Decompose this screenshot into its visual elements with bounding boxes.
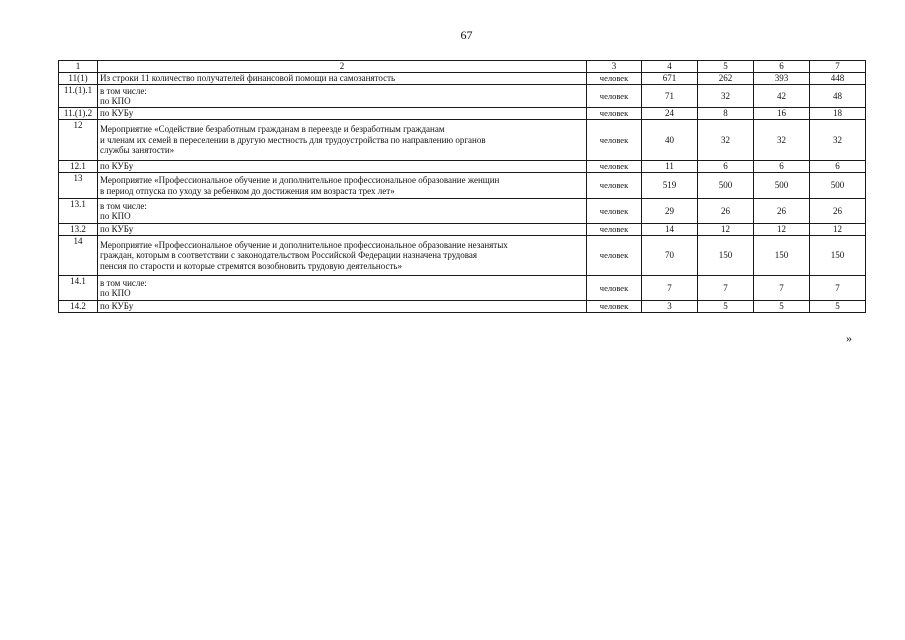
value-cell: 500 (810, 173, 866, 199)
value-cell: 32 (810, 120, 866, 161)
value-cell: 5 (754, 301, 810, 313)
table-row (59, 73, 866, 85)
row-number: 13.2 (59, 224, 98, 236)
value-cell: 16 (754, 108, 810, 120)
value-cell: 48 (810, 85, 866, 108)
value-cell: 150 (810, 236, 866, 276)
unit-cell: человек (587, 108, 642, 120)
description-line: по КПО (100, 211, 131, 221)
value-cell: 6 (698, 161, 754, 173)
value-cell: 5 (698, 301, 754, 313)
value-cell: 29 (642, 199, 698, 224)
unit-cell: человек (587, 236, 642, 276)
value-cell: 32 (754, 120, 810, 161)
table-row (59, 85, 866, 108)
table-row (59, 161, 866, 173)
value-cell: 8 (698, 108, 754, 120)
row-description (98, 73, 587, 85)
value-cell: 262 (698, 73, 754, 85)
description-line: граждан, которым в соответствии с законодательством Российской Федерации назначена трудовая (100, 250, 477, 261)
table-row (59, 199, 866, 224)
row-number: 11(1) (59, 73, 98, 85)
value-cell: 7 (698, 276, 754, 301)
value-cell: 7 (642, 276, 698, 301)
unit-cell: человек (587, 161, 642, 173)
description-line: Мероприятие «Профессиональное обучение и дополнительное профессиональное образование незанятых (100, 239, 508, 250)
table-row (59, 224, 866, 236)
column-header: 5 (698, 61, 754, 73)
row-description (98, 85, 587, 108)
value-cell: 40 (642, 120, 698, 161)
value-cell: 7 (754, 276, 810, 301)
value-cell: 24 (642, 108, 698, 120)
value-cell: 12 (810, 224, 866, 236)
row-number: 14.2 (59, 301, 98, 313)
value-cell: 150 (698, 236, 754, 276)
value-cell: 42 (754, 85, 810, 108)
description-line: в том числе: (100, 277, 147, 288)
value-cell: 12 (754, 224, 810, 236)
description-line: по КПО (100, 96, 131, 106)
description-line: по КПО (100, 288, 131, 298)
value-cell: 26 (810, 199, 866, 224)
description-line: и членам их семей в переселении в другую местность для трудоустройства по направлению органов (100, 134, 486, 145)
row-number: 12.1 (59, 161, 98, 173)
value-cell: 70 (642, 236, 698, 276)
table-row (59, 276, 866, 301)
value-cell: 393 (754, 73, 810, 85)
description-line: Из строки 11 количество получателей финансовой помощи на самозанятость (100, 73, 396, 84)
value-cell: 71 (642, 85, 698, 108)
table-row (59, 173, 866, 199)
value-cell: 5 (810, 301, 866, 313)
description-line: службы занятости» (100, 145, 175, 156)
description-line: в том числе: (100, 85, 147, 96)
table-header-row (59, 61, 866, 73)
value-cell: 6 (754, 161, 810, 173)
unit-cell: человек (587, 301, 642, 313)
table-row (59, 120, 866, 161)
row-description (98, 173, 587, 199)
row-description (98, 161, 587, 173)
column-header: 1 (59, 61, 98, 73)
value-cell: 11 (642, 161, 698, 173)
value-cell: 500 (754, 173, 810, 199)
description-line: по КУБу (100, 301, 134, 312)
row-number: 13.1 (59, 199, 98, 224)
row-number: 11.(1).2 (59, 108, 98, 120)
row-description (98, 120, 587, 161)
unit-cell: человек (587, 224, 642, 236)
value-cell: 14 (642, 224, 698, 236)
description-line: Мероприятие «Содействие безработным гражданам в переезде и безработным гражданам (100, 124, 445, 135)
value-cell: 32 (698, 120, 754, 161)
value-cell: 26 (754, 199, 810, 224)
value-cell: 519 (642, 173, 698, 199)
value-cell: 18 (810, 108, 866, 120)
description-line: пенсия по старости и которые стремятся возобновить трудовую деятельность» (100, 260, 403, 271)
column-header: 3 (587, 61, 642, 73)
table-row (59, 301, 866, 313)
row-number: 12 (59, 120, 98, 161)
row-description (98, 301, 587, 313)
row-number: 14 (59, 236, 98, 276)
value-cell: 12 (698, 224, 754, 236)
data-table (58, 60, 866, 313)
column-header: 7 (810, 61, 866, 73)
closing-quote-mark: » (846, 331, 852, 345)
value-cell: 26 (698, 199, 754, 224)
table-row (59, 108, 866, 120)
description-line: в период отпуска по уходу за ребенком до достижения им возраста трех лет» (100, 185, 395, 196)
unit-cell: человек (587, 73, 642, 85)
value-cell: 671 (642, 73, 698, 85)
value-cell: 500 (698, 173, 754, 199)
column-header: 6 (754, 61, 810, 73)
row-number: 13 (59, 173, 98, 199)
row-description (98, 108, 587, 120)
value-cell: 7 (810, 276, 866, 301)
row-description (98, 276, 587, 301)
table-row (59, 236, 866, 276)
value-cell: 3 (642, 301, 698, 313)
value-cell: 448 (810, 73, 866, 85)
row-description (98, 199, 587, 224)
description-line: по КУБу (100, 161, 134, 172)
row-description (98, 236, 587, 276)
row-number: 14.1 (59, 276, 98, 301)
column-header: 4 (642, 61, 698, 73)
unit-cell: человек (587, 199, 642, 224)
description-line: Мероприятие «Профессиональное обучение и дополнительное профессиональное образование женщин (100, 175, 500, 185)
page-number: 67 (460, 28, 473, 42)
description-line: в том числе: (100, 200, 147, 211)
column-header: 2 (98, 61, 587, 73)
value-cell: 150 (754, 236, 810, 276)
unit-cell: человек (587, 276, 642, 301)
value-cell: 32 (698, 85, 754, 108)
description-line: по КУБу (100, 224, 134, 235)
value-cell: 6 (810, 161, 866, 173)
description-line: по КУБу (100, 108, 134, 119)
unit-cell: человек (587, 85, 642, 108)
unit-cell: человек (587, 173, 642, 199)
row-number: 11.(1).1 (59, 85, 98, 108)
unit-cell: человек (587, 120, 642, 161)
row-description (98, 224, 587, 236)
